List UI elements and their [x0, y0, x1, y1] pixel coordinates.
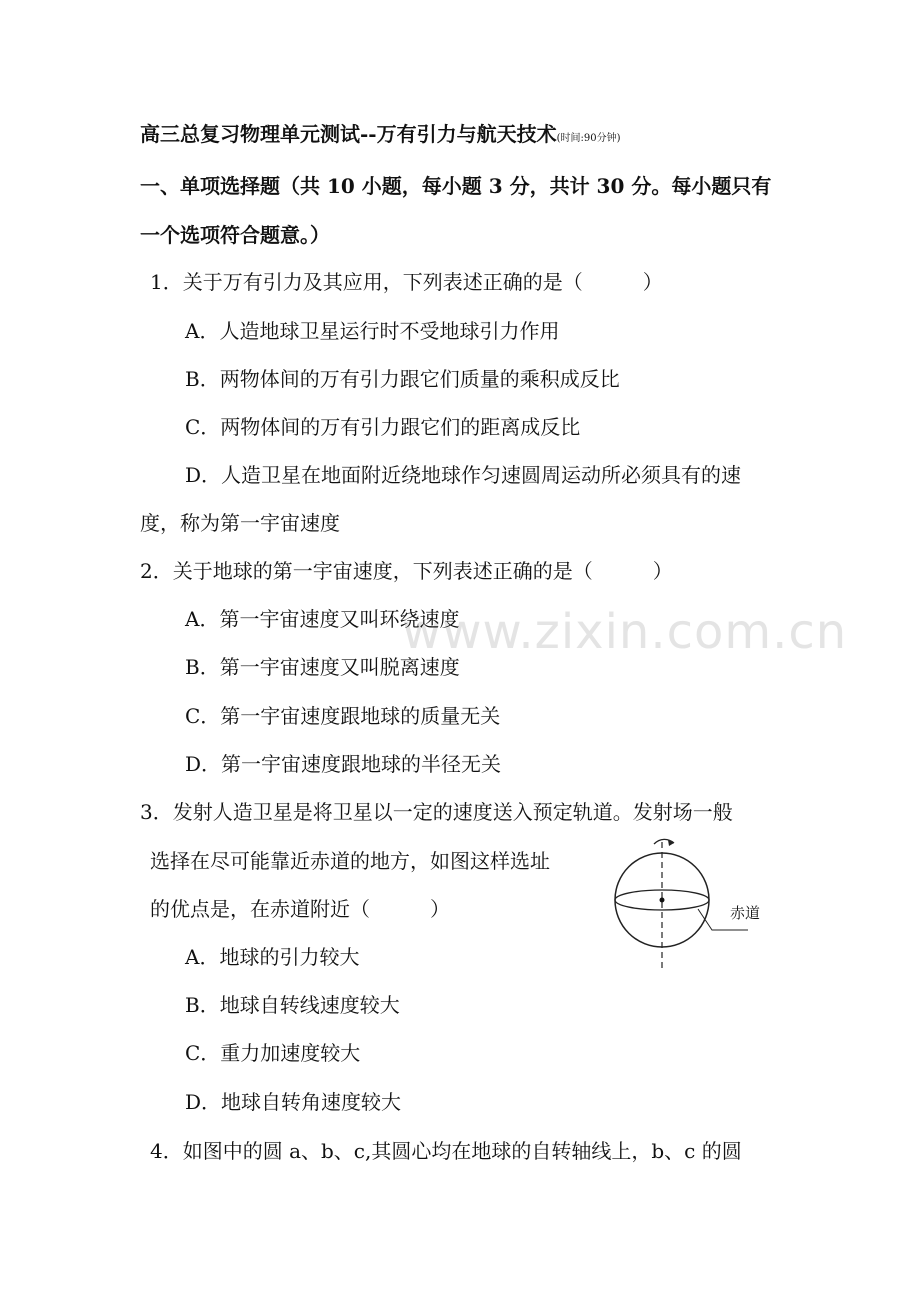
- q2-option-d: D．第一宇宙速度跟地球的半径无关: [185, 752, 502, 776]
- section-heading-line2: 一个选项符合题意。）: [140, 223, 330, 247]
- q1-option-c: C．两物体间的万有引力跟它们的距离成反比: [185, 415, 581, 439]
- q3-stem-line2: 选择在尽可能靠近赤道的地方，如图这样选址: [150, 849, 550, 873]
- q1-option-a: A．人造地球卫星运行时不受地球引力作用: [185, 319, 560, 343]
- q1-stem: 1．关于万有引力及其应用，下列表述正确的是（ ）: [150, 270, 663, 294]
- q1-option-d-line2: 度，称为第一宇宙速度: [140, 511, 340, 535]
- earth-equator-figure: [608, 838, 778, 978]
- q3-option-d: D．地球自转角速度较大: [185, 1090, 402, 1114]
- q1-option-b: B．两物体间的万有引力跟它们质量的乘积成反比: [185, 367, 620, 391]
- equator-label: 赤道: [730, 904, 761, 922]
- earth-center-dot: [660, 898, 665, 903]
- q3-option-c: C．重力加速度较大: [185, 1041, 361, 1065]
- q2-option-c: C．第一宇宙速度跟地球的质量无关: [185, 704, 501, 728]
- q4-stem: 4．如图中的圆 a、b、c,其圆心均在地球的自转轴线上，b、c 的圆: [150, 1139, 742, 1163]
- q3-option-b: B．地球自转线速度较大: [185, 993, 400, 1017]
- q2-stem: 2．关于地球的第一宇宙速度，下列表述正确的是（ ）: [140, 559, 673, 583]
- document-title: [140, 124, 621, 144]
- watermark-text: www.zixin.com.cn: [402, 604, 848, 660]
- title-main: 高三总复习物理单元测试--万有引力与航天技术: [140, 122, 557, 146]
- q2-option-a: A．第一宇宙速度又叫环绕速度: [185, 607, 460, 631]
- title-time-note: (时间:90分钟): [556, 133, 621, 144]
- section-heading-line1: 一、单项选择题（共 10 小题，每小题 3 分，共计 30 分。每小题只有: [140, 174, 772, 198]
- q2-option-b: B．第一宇宙速度又叫脱离速度: [185, 655, 460, 679]
- q3-stem-line3: 的优点是，在赤道附近（ ）: [150, 897, 450, 921]
- q3-stem-line1: 3．发射人造卫星是将卫星以一定的速度送入预定轨道。发射场一般: [140, 800, 733, 824]
- q1-option-d-line1: D．人造卫星在地面附近绕地球作匀速圆周运动所必须具有的速: [185, 463, 742, 487]
- q3-option-a: A．地球的引力较大: [185, 945, 360, 969]
